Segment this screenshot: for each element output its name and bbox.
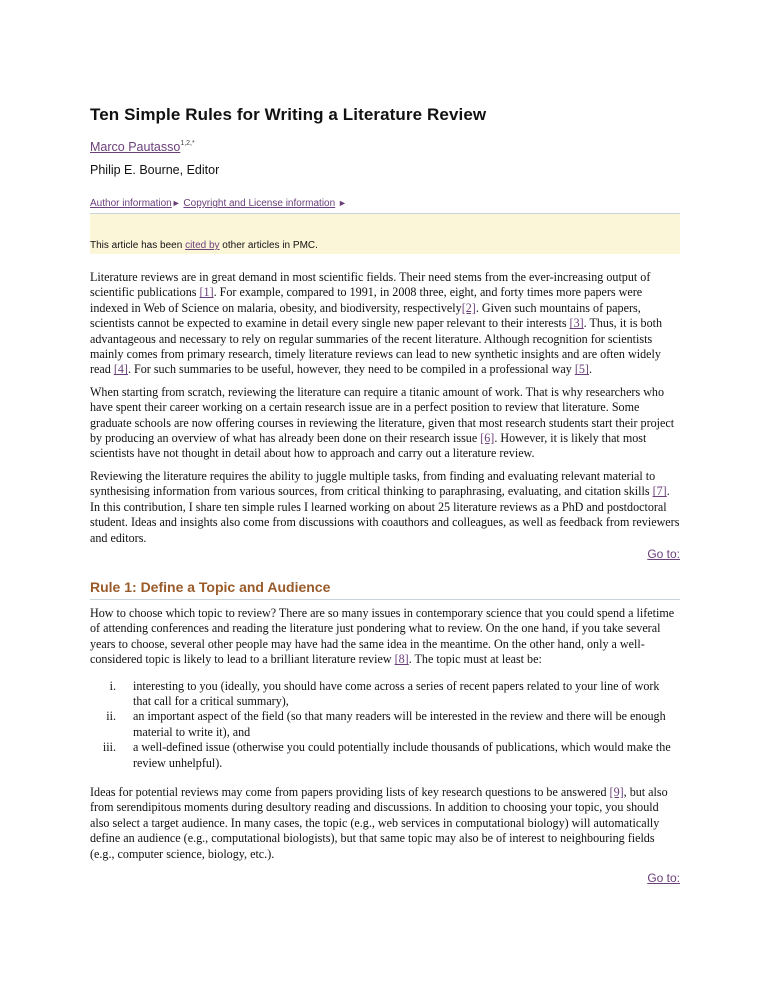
copyright-license-link[interactable]: Copyright and License information (183, 198, 336, 209)
list-item-text: an important aspect of the field (so that many readers will be interested in the review and there will be enough material to write it), and (133, 709, 666, 739)
citation-link[interactable]: [7] (652, 484, 667, 499)
expand-arrow-icon[interactable]: ► (337, 198, 347, 208)
editor-line: Philip E. Bourne, Editor (90, 163, 220, 177)
goto-nav (90, 546, 680, 562)
citation-link[interactable]: [9] (609, 784, 624, 799)
info-links (90, 196, 680, 211)
section-divider (90, 599, 680, 600)
citation-link[interactable]: [8] (394, 652, 409, 667)
topic-requirements-list (90, 679, 680, 771)
rule1-ideas-paragraph: Ideas for potential reviews may come from papers providing lists of key research questions to be answered [9], but also from serendipitous moments during desultory reading and discussions. In addition to choosing your topic, you should also select a target audience. In many cases, the topic (e.g., web services in computational biology) will automatically define an audience (e.g., computational biologists), but that same topic may also be of interest to neighbouring fields (e.g., computer science, biology, etc.). (90, 784, 668, 861)
goto-nav (90, 870, 680, 886)
goto-link[interactable]: Go to: (647, 871, 680, 885)
article (90, 104, 680, 886)
cited-by-text: This article has been cited by other articles in PMC. (90, 240, 318, 251)
intro-paragraph-3: Reviewing the literature requires the ability to juggle multiple tasks, from finding and evaluating relevant material to synthesising information from various sources, from critical thinking to paraphrasing, evaluating, and citation skills [7]. In this contribution, I share ten simple rules I learned working on about 25 literature reviews as a PhD and postdoctoral student. Ideas and insights also come from discussions with coauthors and colleagues, as well as feedback from reviewers and editors. (90, 468, 680, 545)
list-item (90, 679, 680, 710)
cited-by-box (90, 214, 680, 254)
article-title: Ten Simple Rules for Writing a Literature Review (90, 105, 487, 124)
citation-link[interactable]: [2] (461, 300, 476, 315)
author-link[interactable]: Marco Pautasso (90, 140, 181, 154)
list-item-number: iii. (102, 740, 116, 755)
author-affiliation-superscript: 1,2,* (180, 140, 195, 147)
section-heading-rule-1: Rule 1: Define a Topic and Audience (90, 578, 331, 595)
intro-paragraph-2: When starting from scratch, reviewing the literature can require a titanic amount of work. That is why researchers who have spent their career working on a certain research issue are in a perfect position to review that literature. Some graduate schools are now offering courses in reviewing the literature, given that most research students start their project by producing an overview of what has already been done on their research issue [6]. However, it is likely that most scientists have not thought in detail about how to approach and carry out a literature review. (90, 384, 675, 461)
cited-by-link[interactable]: cited by (185, 240, 220, 251)
list-item-number: ii. (106, 709, 116, 724)
rule1-intro-paragraph: How to choose which topic to review? There are so many issues in contemporary science that you could spend a lifetime of attending conferences and reading the literature just pondering what to review. On the one hand, if you take several years to choose, several other people may have had the same idea in the meantime. On the other hand, only a well-considered topic is likely to lead to a brilliant literature review [8]. The topic must at least be: (90, 605, 675, 667)
citation-link[interactable]: [3] (569, 316, 584, 331)
expand-arrow-icon[interactable]: ► (171, 198, 181, 208)
author-line (90, 136, 680, 155)
citation-link[interactable]: [4] (113, 362, 128, 377)
list-item-text: interesting to you (ideally, you should have come across a series of recent papers related to your line of work that call for a critical summary), (133, 678, 660, 708)
citation-link[interactable]: [6] (480, 431, 495, 446)
list-item-number: i. (109, 678, 116, 693)
author-information-link[interactable]: Author information (90, 198, 172, 209)
goto-link[interactable]: Go to: (647, 546, 680, 561)
citation-link[interactable]: [1] (199, 285, 214, 300)
intro-paragraph-1: Literature reviews are in great demand in most scientific fields. Their need stems from the ever-increasing output of scientific publications [1]. For example, compared to 1991, in 2008 three, eight, and forty times more papers were indexed in Web of Science on malaria, obesity, and biodiversity, respectively[2]. Given such mountains of papers, scientists cannot be expected to examine in detail every single new paper relevant to their interests [3]. Thus, it is both advantageous and necessary to rely on regular summaries of the recent literature. Although recognition for scientists mainly comes from primary research, timely literature reviews can lead to new synthetic insights and are often widely read [4]. For such summaries to be useful, however, they need to be compiled in a professional way [5]. (90, 270, 663, 377)
list-item (90, 740, 680, 771)
citation-link[interactable]: [5] (574, 362, 589, 377)
list-item (90, 709, 680, 740)
list-item-text: a well-defined issue (otherwise you could potentially include thousands of publications, which would make the review unhelpful). (133, 740, 671, 770)
